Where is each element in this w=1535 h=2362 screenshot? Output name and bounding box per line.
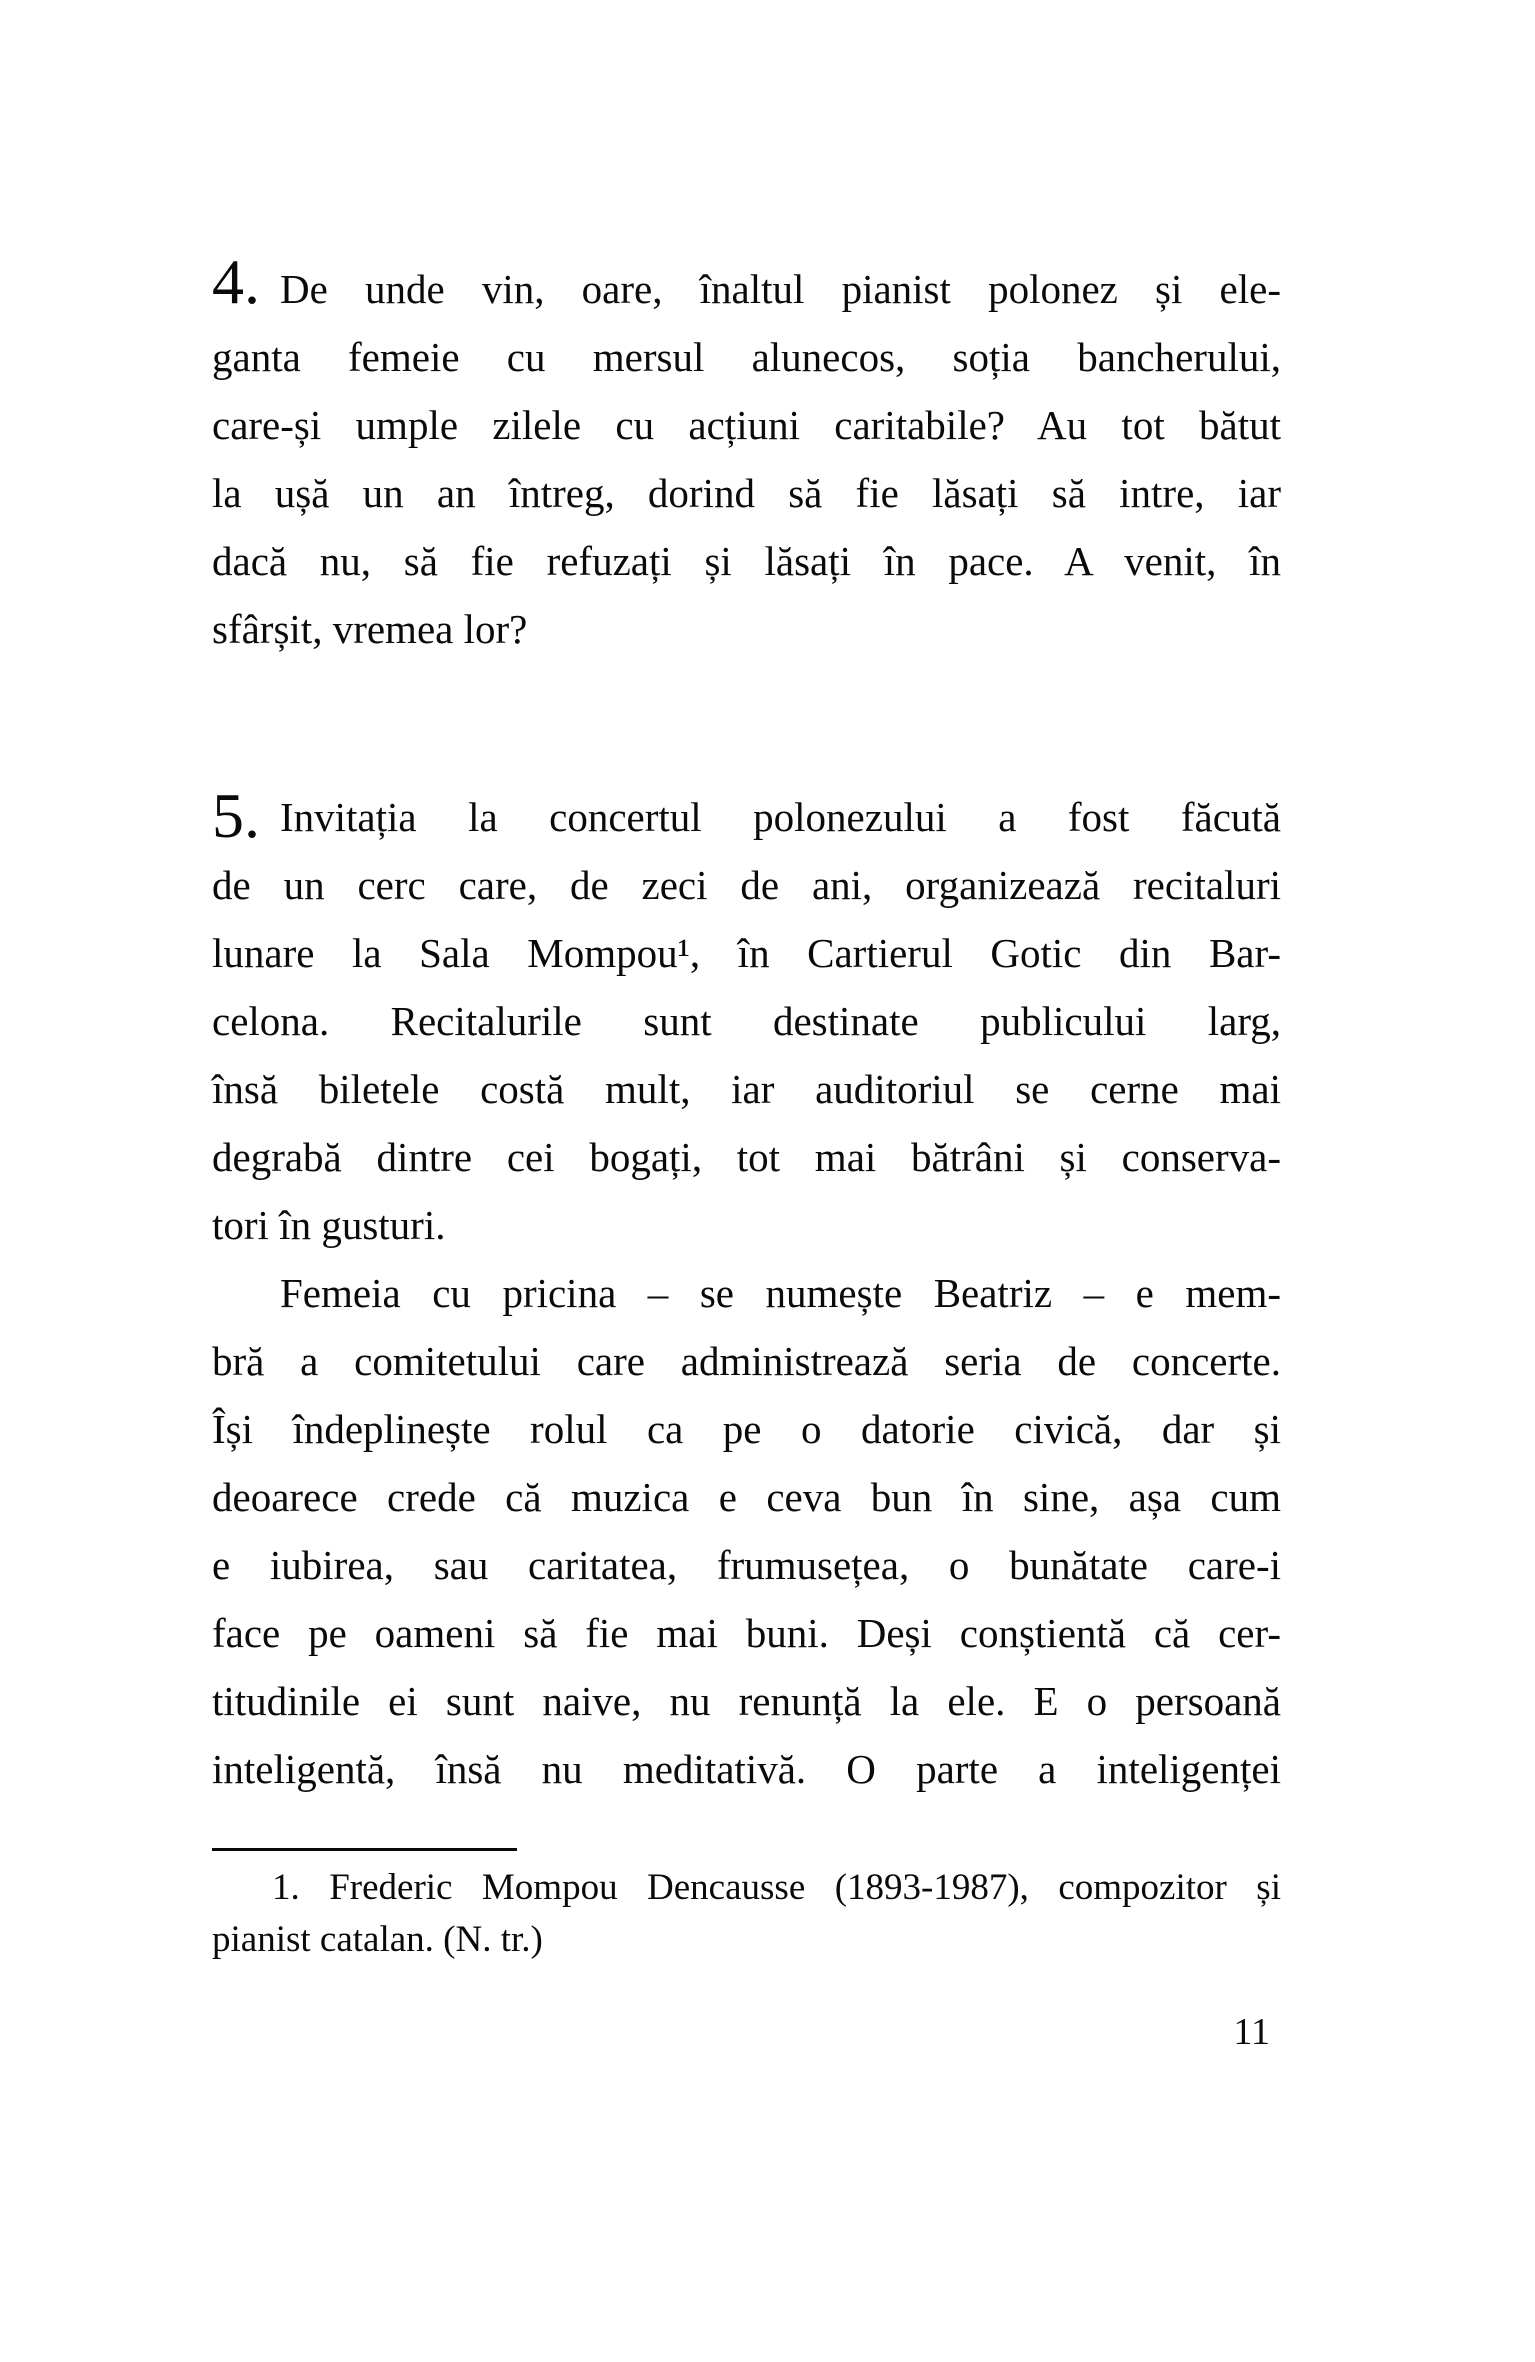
text-line: însă biletele costă mult, iar auditoriul se cerne mai <box>212 1066 1281 1112</box>
footnote-line: 1. Frederic Mompou Dencausse (1893-1987), compozitor și <box>272 1867 1281 1908</box>
section-number-4: 4. <box>212 246 260 317</box>
paragraph-beatriz <box>212 1259 1281 1803</box>
text-line: Femeia cu pricina – se numește Beatriz – e mem- <box>280 1270 1281 1316</box>
text-line: la ușă un an întreg, dorind să fie lăsați să intre, iar <box>212 470 1281 516</box>
page-number: 11 <box>1233 2011 1270 2053</box>
section-gap <box>212 663 1281 783</box>
text-line: sfârșit, vremea lor? <box>212 606 528 652</box>
text-line: celona. Recitalurile sunt destinate publicului larg, <box>212 998 1281 1044</box>
section-5 <box>212 780 1281 1259</box>
footnote-line: pianist catalan. (N. tr.) <box>212 1919 543 1960</box>
text-line: tori în gusturi. <box>212 1202 446 1248</box>
text-line: care-și umple zilele cu acțiuni caritabile? Au tot bătut <box>212 402 1281 448</box>
text-line: degrabă dintre cei bogați, tot mai bătrâni și conserva- <box>212 1134 1281 1180</box>
text-line: de un cerc care, de zeci de ani, organizează recitaluri <box>212 862 1281 908</box>
section-4 <box>212 246 1281 663</box>
text-line: deoarece crede că muzica e ceva bun în sine, așa cum <box>212 1474 1281 1520</box>
text-line-content: Invitația la concertul polonezului a fost făcută <box>280 794 1281 840</box>
text-line-content: De unde vin, oare, înaltul pianist polonez și ele- <box>280 266 1281 312</box>
text-line: inteligentă, însă nu meditativă. O parte a inteligenței <box>212 1746 1281 1792</box>
text-line <box>212 246 1281 323</box>
text-line: e iubirea, sau caritatea, frumusețea, o bunătate care-i <box>212 1542 1281 1588</box>
footnote <box>212 1862 1281 1966</box>
text-line: lunare la Sala Mompou¹, în Cartierul Gotic din Bar- <box>212 930 1281 976</box>
text-line: face pe oameni să fie mai buni. Deși conștientă că cer- <box>212 1610 1281 1656</box>
text-block <box>212 246 1281 1966</box>
text-line <box>212 780 1281 851</box>
footnote-rule <box>212 1848 517 1851</box>
text-line: titudinile ei sunt naive, nu renunță la ele. E o persoană <box>212 1678 1281 1724</box>
text-line: bră a comitetului care administrează seria de concerte. <box>212 1338 1281 1384</box>
text-line: ganta femeie cu mersul alunecos, soția bancherului, <box>212 334 1281 380</box>
text-line: dacă nu, să fie refuzați și lăsați în pace. A venit, în <box>212 538 1281 584</box>
text-line: Își îndeplinește rolul ca pe o datorie civică, dar și <box>212 1406 1281 1452</box>
section-number-5: 5. <box>212 780 260 851</box>
